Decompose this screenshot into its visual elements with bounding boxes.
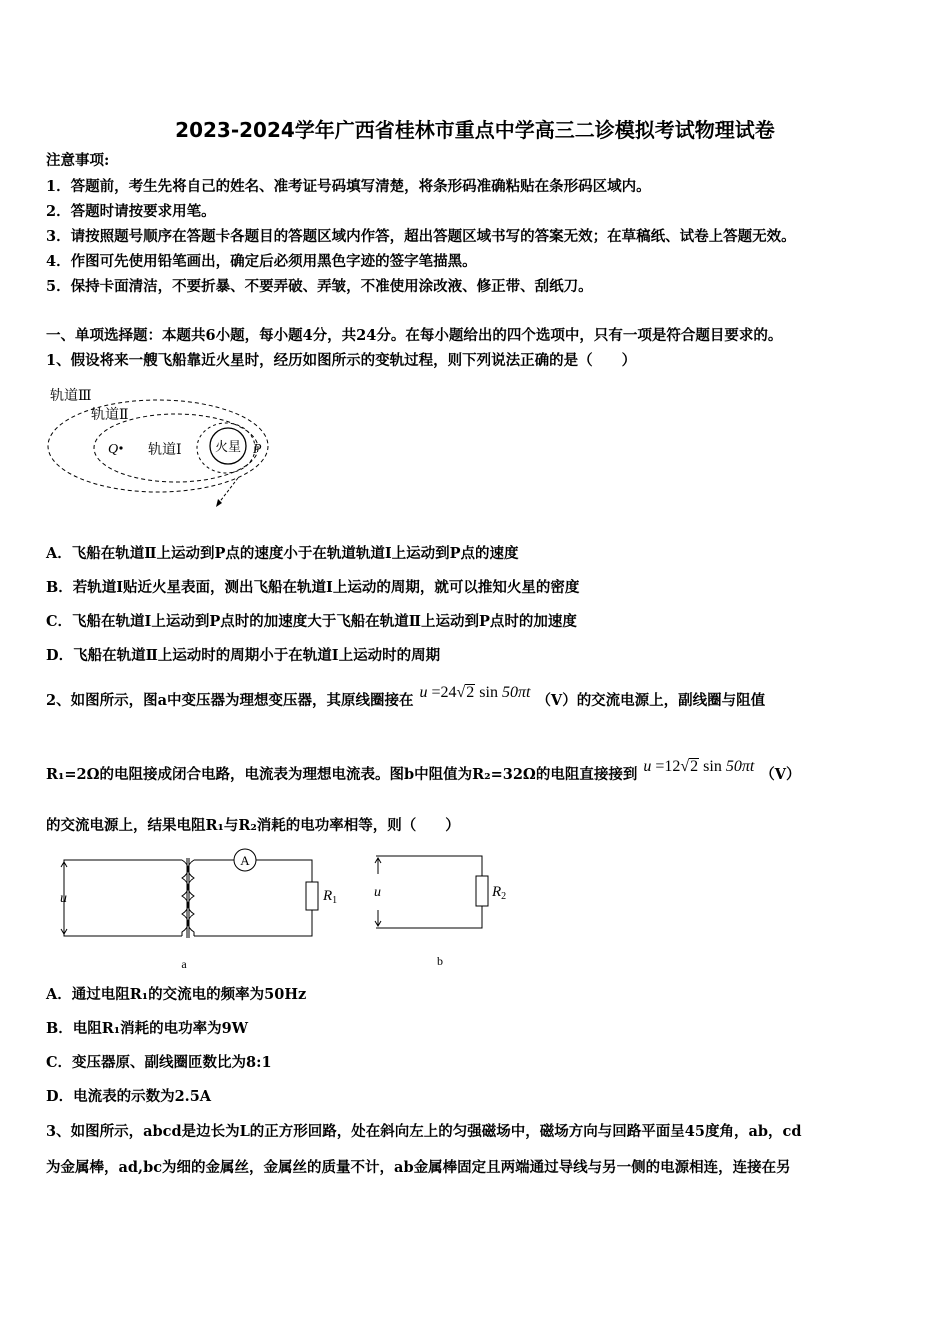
voltage-u-label-a: u [60, 891, 67, 906]
q2-line-2-post: （V） [760, 766, 801, 783]
q2-line-3: 的交流电源上，结果电阻R₁与R₂消耗的电功率相等，则（ ） [46, 817, 460, 834]
mars-label: 火星 [214, 439, 242, 454]
voltage-u-label-b: u [374, 885, 381, 900]
circuit-a-primary-wire [64, 860, 182, 936]
orbit-1-label: 轨道Ⅰ [148, 443, 182, 458]
figure-b-caption: b [437, 954, 443, 968]
q2-option-b: B．电阻R₁消耗的电功率为9W [46, 1020, 249, 1037]
q2-formula-2: u =12√2 sin 50πt [643, 758, 755, 775]
ammeter-label: A [240, 853, 250, 868]
q1-option-a: A．飞船在轨道Ⅱ上运动到P点的速度小于在轨道轨道Ⅰ上运动到P点的速度 [46, 545, 519, 562]
arrow-down-icon [61, 918, 67, 934]
q3-line-2: 为金属棒，ad,bc为细的金属丝，金属丝的质量不计，ab金属棒固定且两端通过导线与另一侧的电源相连，连接在另 [46, 1159, 791, 1176]
q3-line-1: 3、如图所示，abcd是边长为L的正方形回路，处在斜向左上的匀强磁场中，磁场方向与回路平面呈45度角，ab，cd [46, 1123, 802, 1140]
point-q-dot [119, 446, 122, 449]
resistor-r2 [476, 876, 488, 906]
q2-line-2-pre: R₁=2Ω的电阻接成闭合电路，电流表为理想电流表。图b中阻值为R₂=32Ω的电阻直接接到 [46, 766, 638, 783]
figure-a-caption: a [181, 957, 187, 971]
orbit-2-label: 轨道Ⅱ [91, 408, 129, 423]
notice-item-5: 5．保持卡面清洁，不要折暴、不要弄破、弄皱，不准使用涂改液、修正带、刮纸刀。 [46, 278, 593, 295]
q2-line-2 [46, 758, 801, 784]
circuit-b-wire [376, 856, 482, 928]
point-p-label: P [253, 442, 262, 457]
arrow-up-icon [375, 858, 381, 874]
circuit-a-secondary-wire [194, 860, 312, 936]
q2-formula-1: u =24√2 sin 50πt [419, 684, 531, 701]
arrow-up-icon [61, 862, 67, 878]
q1-stem: 1、假设将来一艘飞船靠近火星时，经历如图所示的变轨过程，则下列说法正确的是（ ） [46, 352, 637, 369]
notice-item-4: 4．作图可先使用铅笔画出，确定后必须用黑色字迹的签字笔描黑。 [46, 253, 477, 270]
q2-option-d: D．电流表的示数为2.5A [46, 1088, 212, 1105]
section-1-heading: 一、单项选择题：本题共6小题，每小题4分，共24分。在每小题给出的四个选项中，只有一项是符合题目要求的。 [46, 327, 783, 344]
arrow-down-icon [375, 910, 381, 926]
notice-item-1: 1．答题前，考生先将自己的姓名、准考证号码填写清楚，将条形码准确粘贴在条形码区域内。 [46, 178, 651, 195]
q2-line-1 [46, 684, 766, 710]
q2-option-c: C．变压器原、副线圈匝数比为8:1 [46, 1054, 272, 1071]
resistor-r1 [306, 882, 318, 910]
point-q-label: Q [108, 442, 119, 457]
orbit-3-label: 轨道Ⅲ [50, 389, 92, 404]
notice-heading: 注意事项: [46, 152, 110, 169]
resistor-r2-label: $R_2$ [492, 884, 506, 902]
q1-option-c: C．飞船在轨道I上运动到P点时的加速度大于飞船在轨道Ⅱ上运动到P点时的加速度 [46, 613, 577, 630]
q2-line-1-pre: 2、如图所示，图a中变压器为理想变压器，其原线圈接在 [46, 692, 414, 709]
notice-item-2: 2．答题时请按要求用笔。 [46, 203, 216, 220]
q2-line-1-post: （V）的交流电源上，副线圈与阻值 [536, 692, 766, 709]
q2-option-a: A．通过电阻R₁的交流电的频率为50Hz [46, 986, 307, 1003]
q1-option-b: B．若轨道I贴近火星表面，测出飞船在轨道I上运动的周期，就可以推知火星的密度 [46, 579, 580, 596]
q1-option-d: D．飞船在轨道Ⅱ上运动时的周期小于在轨道I上运动时的周期 [46, 647, 441, 664]
notice-item-3: 3．请按照题号顺序在答题卡各题目的答题区域内作答，超出答题区域书写的答案无效；在草稿纸、试卷上答题无效。 [46, 228, 796, 245]
circuit-diagram [46, 848, 506, 973]
orbit-diagram [46, 382, 276, 512]
exam-title: 2023-2024学年广西省桂林市重点中学高三二诊模拟考试物理试卷 [175, 118, 775, 142]
resistor-r1-label: $R_1$ [323, 888, 338, 906]
